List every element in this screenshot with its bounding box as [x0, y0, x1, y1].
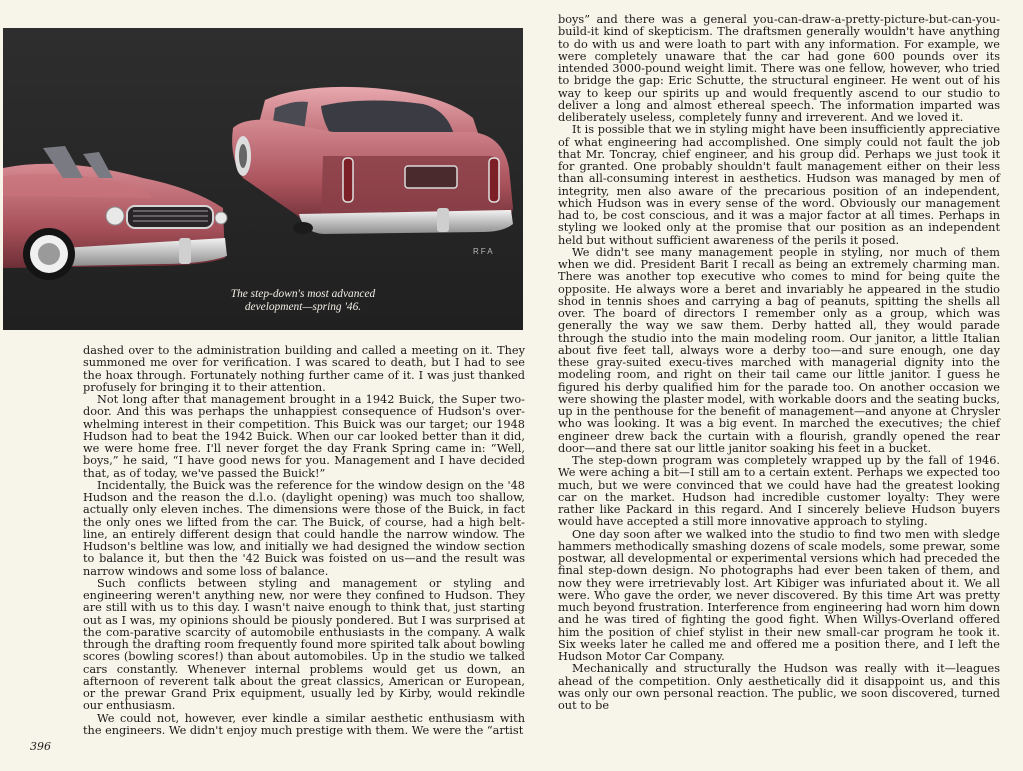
paragraph: It is possible that we in styling might have been insufficiently appreciative of what engineering had accomplished. One simply could not fault the job that Mr. Toncray, chief engineer, and his group did. Perhaps we just took it for granted. One probably shouldn't fault management either on their less than all-consuming interest in aesthetics. Hudson was managed by men of integrity, men also aware of the precarious position of an independent, which Hudson was in every sense of the word. Obviously our management had to, be cost conscious, and it was a major factor at all times. Perhaps in styling we looked only at the promise that our position as an independent held but without sufficient awareness of the perils it posed. — [558, 123, 1000, 247]
caption-line-2: development—spring '46. — [244, 301, 362, 313]
paragraph: The step-down program was completely wrapped up by the fall of 1946. We were aching a bit—I still am to a certain extent. Perhaps we expected too much, but we were convinced that we could have had the greatest looking car on the market. Hudson had incredible customer loyalty: They were rather like Packard in this regard. And I sincerely believe Hudson buyers would have accepted a still more innovative approach to styling. — [558, 454, 1000, 529]
paragraph: boys” and there was a general you-can-draw-a-pretty-picture-but-can-you-build-it kind of skepticism. The draftsmen generally wouldn't have anything to do with us and were loath to part with any information. For example, we were completely unaware that the car had gone 600 pounds over its intended 3000-pound weight limit. There was one fellow, however, who tried to bridge the gap: Eric Schutte, the structural engineer. He went out of his way to keep our spirits up and would frequently ascend to our studio to deliver a long and almost ethereal speech. The information imparted was deliberately useless, completely funny and irreverent. And we loved it. — [558, 13, 1000, 124]
paragraph: dashed over to the administration building and called a meeting on it. They summoned me over for verification. I was scared to death, but I had to see the hoax through. Fortunately nothing further came of it. I was just thanked profusely for bringing it to their attention. — [83, 344, 525, 394]
paragraph: Such conflicts between styling and management or styling and engineering weren't anything new, nor were they confined to Hudson. They are still with us to this day. I wasn't naive enough to think that, just starting out as I was, my opinions should be piously pondered. But I was surprised at the com-parative scarcity of automobile enthusiasts in the company. A walk through the drafting room frequently found more spirited talk about bowling scores (bowling scores!) than about automobiles. Up in the studio we talked cars constantly. Whenever internal problems would get us down, an afternoon of reverent talk about the great classics, American or European, or the prewar Grand Prix equipment, usually led by Kirby, would rekindle our enthusiasm. — [83, 576, 525, 713]
paragraph: We didn't see many management people in styling, nor much of them when we did. President Barit I recall as being an extremely charming man. There was another top executive who comes to mind for being quite the opposite. He always wore a beret and invariably he appeared in the studio shod in tennis shoes and carrying a bag of peanuts, spitting the shells all over. The board of directors I remember only as a group, which was generally the way we saw them. Derby hatted all, they would parade through the studio into the main modeling room. Our janitor, a little Italian about five feet tall, always wore a derby too—and sure enough, one day these gray-suited execu-tives marched with managerial dignity into the modeling room, and right on their tail came our little janitor. I guess he figured his derby qualified him for the parade too. On another occasion we were showing the plaster model, with workable doors and the seating bucks, up in the penthouse for the benefit of management—and anyone at Chrysler who was looking. It was a big event. In marched the executives; the chief engineer drew back the curtain with a flourish, grandly opened the rear door—and there sat our little janitor soaking his feet in a bucket. — [558, 245, 1000, 455]
artist-signature: RFA — [473, 247, 495, 256]
car-illustration — [3, 28, 523, 330]
car-drawing — [3, 28, 523, 330]
left-text-column — [83, 345, 525, 737]
paragraph: One day soon after we walked into the studio to find two men with sledge hammers methodically smashing dozens of scale models, some prewar, some postwar, all developmental or experimental versions which had preceded the final step-down design. No photographs had ever been taken of them, and now they were irretrievably lost. Art Kibiger was infuriated about it. We all were. Who gave the order, we never discovered. By this time Art was pretty much beyond frustration. Interference from engineering had worn him down and he was tired of fighting the good fight. When Willys-Overland offered him the position of chief stylist in their new small-car program he took it. Six weeks later he called me and offered me a position there, and I left the Hudson Motor Car Company. — [558, 527, 1000, 663]
paragraph: Mechanically and structurally the Hudson was really with it—leagues ahead of the competition. Only aesthetically did it disappoint us, and this was only our own personal reaction. The public, we soon discovered, turned out to be — [558, 662, 1000, 712]
caption-line-1: The step-down's most advanced — [230, 288, 376, 300]
paragraph: We could not, however, ever kindle a similar aesthetic enthusiasm with the engineers. We didn't enjoy much prestige with them. We were the “artist — [83, 711, 525, 737]
page-number: 396 — [30, 740, 51, 753]
paragraph: Not long after that management brought in a 1942 Buick, the Super two-door. And this was perhaps the unhappiest consequence of Hudson's over-whelming interest in their competition. This Buick was our target; our 1948 Hudson had to beat the 1942 Buick. When our car looked better than it did, we were home free. I'll never forget the day Frank Spring came in: “Well, boys,” he said, “I have good news for you. Management and I have decided that, as of today, we've passed the Buick!” — [83, 393, 525, 480]
figure-caption — [183, 288, 423, 314]
paragraph: Incidentally, the Buick was the reference for the window design on the '48 Hudson and the reason the d.l.o. (daylight opening) was much too shallow, actually only eleven inches. The dimensions were those of the Buick, in fact the only ones we lifted from the car. The Buick, of course, had a high belt-line, an entirely different design that could handle the narrow window. The Hudson's beltline was low, and initially we had designed the window section to balance it, but then the '42 Buick was foisted on us—and the result was narrow windows and some loss of balance. — [83, 478, 525, 578]
right-text-column — [558, 14, 1000, 712]
